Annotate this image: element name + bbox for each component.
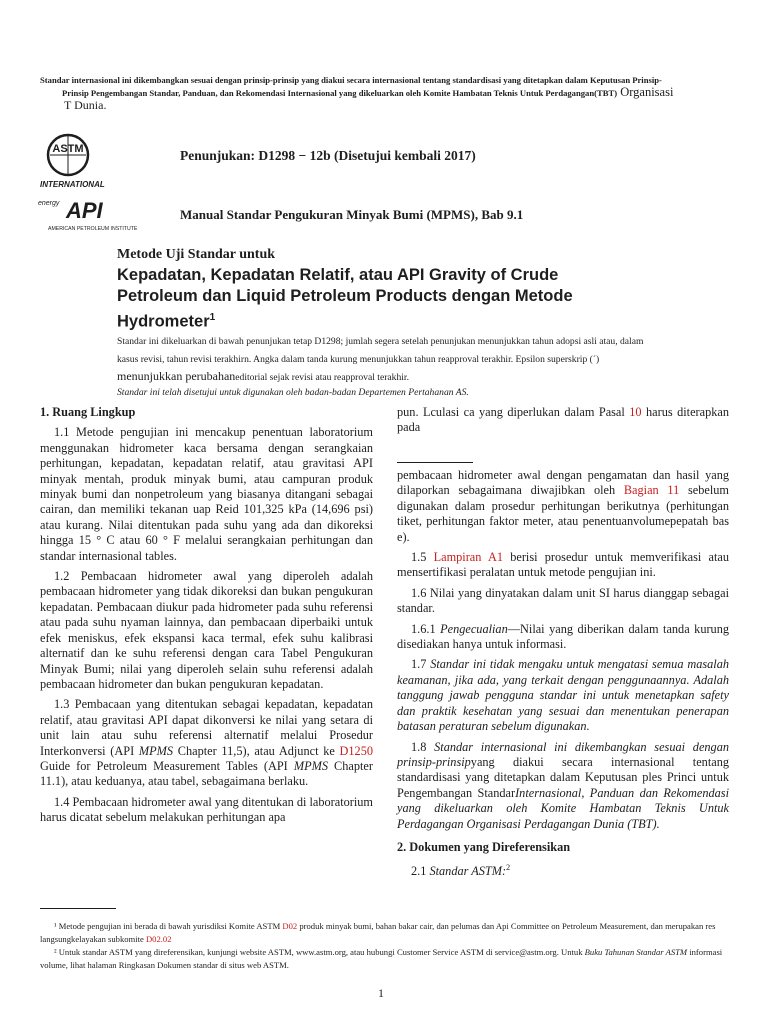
para-1-8-roman: yang diakui secara internasional tentang standardisasi yang ditetapkan dalam Keputusan ples Princi untuk Pengembangan Standar: [397, 754, 729, 800]
para-1-5-num: 1.5: [411, 550, 434, 565]
dod-note: Standar ini telah disetujui untuk digunakan oleh badan-badan Departemen Pertahanan AS.: [117, 387, 469, 398]
para-1-4: 1.4 Pembacaan hidrometer awal yang ditentukan di laboratorium harus dicatat sebelum melakukan perhitungan apa: [40, 794, 373, 825]
para-1-8: [397, 740, 729, 832]
para-1-5: [397, 550, 729, 581]
link-d0202[interactable]: D02.02: [145, 934, 172, 944]
para-1-6: 1.6 Nilai yang dinyatakan dalam unit SI harus dianggap sebagai standar.: [397, 585, 729, 616]
footnote-2-a: ² Untuk standar ASTM yang direferensikan, kunjungi website ASTM, www.astm.org, atau hubungi Customer Service ASTM di service@astm.org. Untuk: [54, 947, 585, 957]
api-logo: [38, 194, 178, 234]
top-notice: [40, 74, 730, 111]
footnote-1-b: produk minyak bumi, bahan bakar cair, dan pelumas dan Api Committee on Petroleum Measurement, dan merupakan res langsungkelayakan subkomite: [40, 921, 716, 944]
main-title-text: Kepadatan, Kepadatan Relatif, atau API Gravity of Crude Petroleum dan Liquid Petroleum Products dengan Metode Hydrometer: [117, 266, 573, 331]
link-section-10[interactable]: 10: [629, 405, 642, 419]
footnotes: [40, 920, 730, 972]
para-2-1: [397, 860, 729, 880]
designation: Penunjukan: D1298 − 12b (Disetujui kembali 2017): [180, 148, 476, 163]
para-1-2: 1.2 Pembacaan hidrometer awal yang diperoleh adalah pembacaan hidrometer yang tidak dikoreksi dan bukan pengukuran kepadatan. Pembacaan diukur pada hidrometer pada suhu referensi atau pada suhu nyaman lainnya, dan pembacaan diperbaiki untuk efek meniskus, efek ekspansi kaca termal, efek suhu kalibrasi alternatif dan ke suhu referensi dengan cara Tabel Pengukuran Minyak Bumi; nilai yang diperoleh selain suhu referensi adalah pembacaan hidrometer dan bukan pengukuran kepadatan.: [40, 569, 373, 691]
right-column: [397, 405, 729, 441]
issue-note: [117, 333, 657, 386]
para-1-4-cont2: [397, 468, 729, 545]
footnote-rule: [397, 462, 473, 463]
para-1-3-part-d: Chapter 11.1), atau keduanya, atau tabel, sebagaimana berlaku.: [40, 758, 373, 789]
para-1-3-part-a: 1.3 Pembacaan yang ditentukan sebagai kepadatan, kepadatan relatif, atau gravitasi API dapat dikonversi ke nilai yang setara di unit lain atau suhu referensi alternatif melalui Prosedur Interkonversi (API: [40, 697, 373, 758]
para-1-4-cont2-a: pembacaan hidrometer awal dengan pengamatan dan hasil yang dilaporkan sebagaimana diwajibkan oleh: [397, 468, 729, 498]
section-2-heading: 2. Dokumen yang Direferensikan: [397, 839, 571, 854]
api-logo-text: API: [66, 198, 103, 223]
para-1-3-part-c: Guide for Petroleum Measurement Tables (API: [40, 758, 294, 773]
issue-note-tail: editorial sejak revisi atau reapproval terakhir.: [235, 372, 409, 383]
para-1-4-cont-b: harus diterapkan pada: [397, 405, 729, 435]
manual-title: Manual Standar Pengukuran Minyak Bumi (MPMS), Bab 9.1: [180, 207, 524, 222]
para-1-4-cont: [397, 405, 729, 436]
para-1-3: [40, 697, 373, 789]
issue-note-big: menunjukkan perubahan: [117, 369, 236, 383]
para-1-7-num: 1.7: [411, 657, 431, 672]
footnote-2: [40, 946, 730, 972]
footnote-ref-2[interactable]: 2: [506, 863, 511, 873]
method-intro: Metode Uji Standar untuk: [117, 247, 276, 262]
top-notice-line2: [40, 86, 730, 99]
footnote-1-a: ¹ Metode pengujian ini berada di bawah yurisdiksi Komite ASTM: [54, 921, 283, 931]
top-notice-line2-big: Organisasi: [617, 85, 674, 99]
astm-logo: [38, 132, 114, 190]
para-1-3-mpms-2: MPMS: [293, 758, 328, 773]
para-1-8-italic-1: Standar internasional ini dikembangkan sesuai dengan prinsip-prinsip: [397, 739, 729, 769]
para-1-1: 1.1 Metode pengujian ini mencakup penentuan laboratorium menggunakan hidrometer kaca bersama dengan serangkaian perhitungan, kepadatan, kepadatan relatif, atau gravitasi API minyak mentah, produk minyak bumi, atau campuran produk minyak bumi dan nonpetroleum yang biasanya ditangani sebagai cairan, dan memiliki tekanan uap Reid 101,325 kPa (14,696 psi) atau kurang. Nilai ditentukan pada suhu yang ada dan dikoreksi hingga 15 ° C atau 60 ° F melalui serangkaian perhitungan dan standar internasional tables.: [40, 425, 373, 563]
footnote-2-b: informasi volume, lihat halaman Ringkasan Dokumen standar di situs web ASTM.: [40, 947, 723, 970]
astm-logo-text: ASTM: [52, 143, 84, 155]
para-1-7-text: Standar ini tidak mengaku untuk mengatasi semua masalah keamanan, jika ada, yang terkait dengan penggunaannya. Adalah tanggung jawab pengguna standar ini untuk menetapkan safety dan praktik kesehatan yang sesuai dan menentukan penerapan batasan peraturan sebelum digunakan.: [397, 657, 729, 734]
para-2-1-num: 2.1: [411, 864, 430, 879]
para-1-3-part-b: Chapter 11,5), atau Adjunct ke: [173, 743, 340, 758]
para-1-4-cont-a: pun. Lculasi ca yang diperlukan dalam Pasal: [397, 405, 630, 419]
main-title: [117, 265, 637, 333]
para-1-3-mpms: MPMS: [138, 743, 174, 758]
para-1-6-1-num: 1.6.1: [411, 621, 441, 636]
issue-note-text: Standar ini dikeluarkan di bawah penunjukan tetap D1298; jumlah segera setelah penunjukan menunjukkan tahun adopsi asli atau, dalam kasus revisi, tahun revisi terakhirn. Angka dalam tanda kurung menunjukkan tahun reapproval terakhir. Epsilon superskrip (´): [117, 336, 644, 365]
para-2-1-label: Standar ASTM:: [429, 864, 507, 879]
para-1-7: [397, 657, 729, 734]
astm-logo-label: INTERNATIONAL: [40, 180, 105, 189]
api-logo-label: AMERICAN PETROLEUM INSTITUTE: [48, 226, 138, 232]
para-1-8-num: 1.8: [411, 739, 435, 754]
main-title-footnote-ref[interactable]: 1: [209, 312, 216, 323]
top-notice-line2-small: Prinsip Pengembangan Standar, Panduan, dan Rekomendasi Internasional yang dikeluarkan oleh Komite Hambatan Teknis Untuk Perdagangan(TBT): [62, 88, 618, 98]
link-d1250[interactable]: D1250: [339, 743, 373, 758]
top-notice-line3: T Dunia.: [64, 98, 107, 112]
footnote-2-italic: Buku Tahunan Standar ASTM: [584, 947, 688, 957]
top-notice-line1: Standar internasional ini dikembangkan sesuai dengan prinsip-prinsip yang diakui secara internasional tentang standardisasi yang ditetapkan dalam Keputusan Prinsip-: [40, 75, 662, 85]
para-1-4-cont2-b: sebelum digunakan dalam prosedur perhitungan berikutnya (perhitungan tiket, perhitungan faktor meter, atau penentuanvolumepepatah bas e).: [397, 483, 729, 544]
link-section-11[interactable]: Bagian 11: [623, 483, 680, 498]
section-1-heading: 1. Ruang Lingkup: [40, 405, 136, 419]
page-number: 1: [378, 986, 384, 1000]
api-logo-energy: energy: [38, 200, 60, 207]
footnote-1: [40, 920, 730, 946]
right-column-lower: [397, 468, 729, 885]
para-1-8-italic-2: Internasional, Panduan dan Rekomendasi yang dikeluarkan oleh Komite Hambatan Teknis Untuk Perdagangan Organisasi Perdagangan Dunia (TBT).: [397, 785, 729, 831]
para-1-6-1: [397, 622, 729, 653]
para-1-6-1-label: Pengecualian: [440, 621, 508, 636]
link-annex-a1[interactable]: Lampiran A1: [433, 550, 503, 565]
footnotes-rule: [40, 908, 116, 909]
para-1-6-1-text: —Nilai yang diberikan dalam tanda kurung disediakan hanya untuk informasi.: [397, 621, 730, 652]
left-column: [40, 405, 373, 831]
link-d02[interactable]: D02: [282, 921, 298, 931]
para-1-5-text: berisi prosedur untuk memverifikasi atau mensertifikasi peralatan untuk metode pengujian ini.: [397, 550, 730, 580]
